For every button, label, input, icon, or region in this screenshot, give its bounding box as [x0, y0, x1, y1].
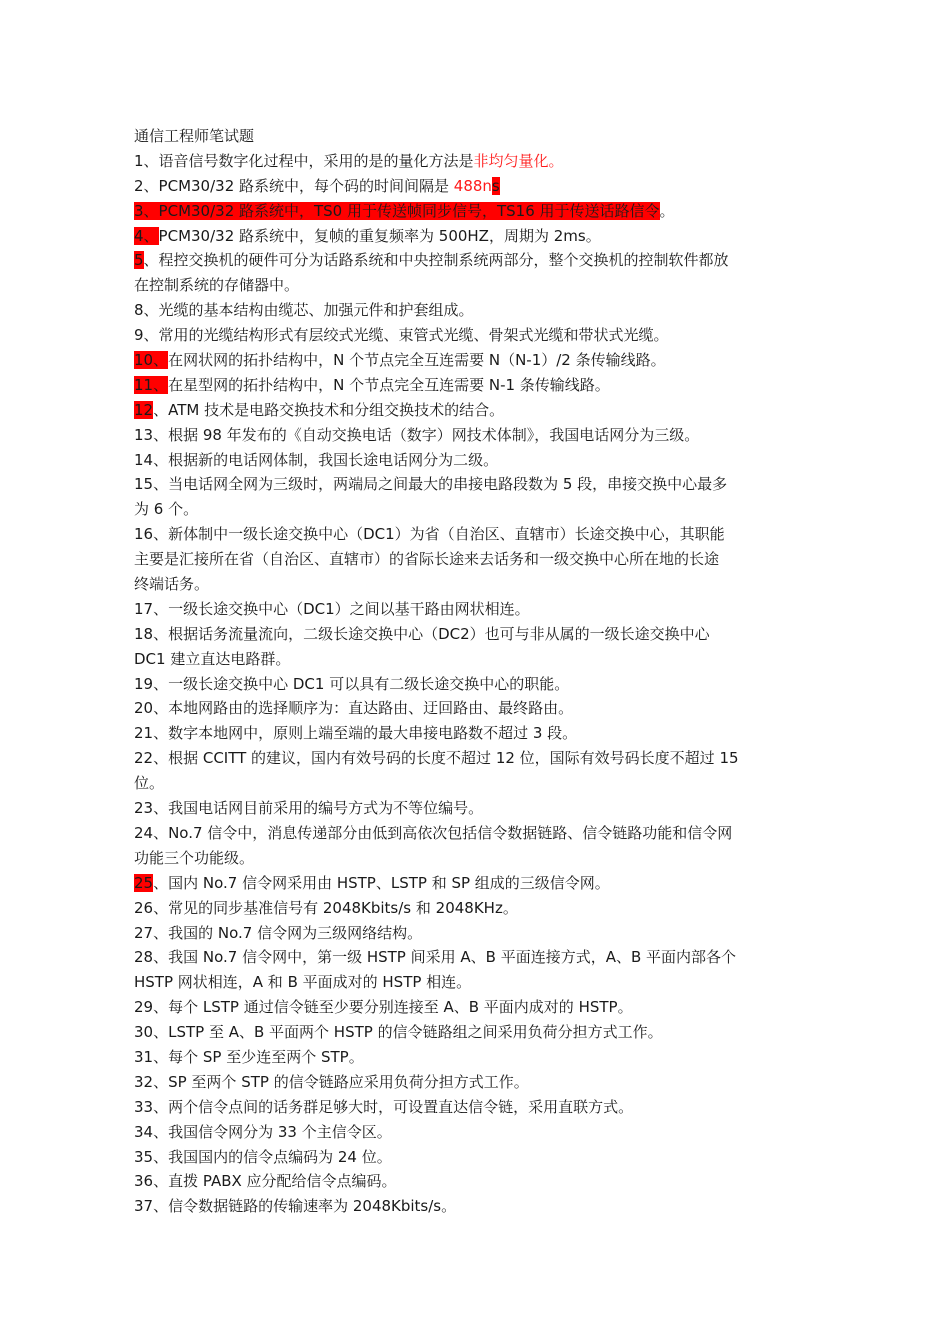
line-text: 34、我国信令网分为 33 个主信令区。	[134, 1122, 392, 1141]
line-text: 27、我国的 No.7 信令网为三级网络结构。	[134, 923, 423, 942]
question-line	[134, 771, 804, 796]
highlighted-text: 11、	[134, 375, 169, 394]
question-list	[134, 149, 804, 1219]
question-line	[134, 696, 804, 721]
question-line	[134, 199, 804, 224]
question-line	[134, 1194, 804, 1219]
question-line	[134, 1020, 804, 1045]
line-text: 16、新体制中一级长途交换中心（DC1）为省（自治区、直辖市）长途交换中心，其职能	[134, 525, 725, 544]
question-line	[134, 497, 804, 522]
question-line	[134, 995, 804, 1020]
line-text: 26、常见的同步基准信号有 2048Kbits/s 和 2048KHz。	[134, 898, 518, 917]
line-text: 22、根据 CCITT 的建议，国内有效号码的长度不超过 12 位，国际有效号码长度不超过 15	[134, 749, 739, 768]
question-line	[134, 921, 804, 946]
question-line	[134, 1120, 804, 1145]
line-text: 主要是汇接所在省（自治区、直辖市）的省际长途来去话务和一级交换中心所在地的长途	[134, 550, 720, 569]
line-text: 32、SP 至两个 STP 的信令链路应采用负荷分担方式工作。	[134, 1072, 529, 1091]
highlighted-text: 12	[134, 400, 154, 419]
question-line	[134, 348, 804, 373]
line-text: 24、No.7 信令中，消息传递部分由低到高依次包括信令数据链路、信令链路功能和信令网	[134, 823, 733, 842]
question-line	[134, 821, 804, 846]
line-text: 终端话务。	[134, 575, 210, 594]
line-text: 8、光缆的基本结构由缆芯、加强元件和护套组成。	[134, 301, 474, 320]
line-text: 18、根据话务流量流向，二级长途交换中心（DC2）也可与非从属的一级长途交换中心	[134, 624, 710, 643]
question-line	[134, 672, 804, 697]
highlighted-text: 10、	[134, 351, 169, 370]
question-line	[134, 622, 804, 647]
question-line	[134, 398, 804, 423]
line-text: DC1 建立直达电路群。	[134, 649, 291, 668]
line-text: 9、常用的光缆结构形式有层绞式光缆、束管式光缆、骨架式光缆和带状式光缆。	[134, 326, 669, 345]
line-text: 、程控交换机的硬件可分为话路系统和中央控制系统两部分，整个交换机的控制软件都放	[143, 251, 729, 270]
question-line	[134, 522, 804, 547]
line-text: 2、PCM30/32 路系统中，每个码的时间间隔是	[134, 176, 454, 195]
line-text: 1、语音信号数字化过程中，采用的是的量化方法是	[134, 151, 474, 170]
question-line	[134, 1169, 804, 1194]
question-line	[134, 945, 804, 970]
line-text: 15、当电话网全网为三级时，两端局之间最大的串接电路段数为 5 段，串接交换中心最多	[134, 475, 728, 494]
highlighted-text: 3、PCM30/32 路系统中，TS0 用于传送帧同步信号，TS16 用于传送话路信令	[134, 201, 660, 220]
question-line	[134, 572, 804, 597]
highlighted-text: 25	[134, 873, 154, 892]
line-text: 位。	[134, 774, 165, 793]
question-line	[134, 721, 804, 746]
question-line	[134, 323, 804, 348]
question-line	[134, 224, 804, 249]
question-line	[134, 1045, 804, 1070]
line-text: 36、直拨 PABX 应分配给信令点编码。	[134, 1172, 397, 1191]
line-text: 20、本地网路由的选择顺序为：直达路由、迂回路由、最终路由。	[134, 699, 574, 718]
question-line	[134, 746, 804, 771]
question-line	[134, 896, 804, 921]
line-text: 23、我国电话网目前采用的编号方式为不等位编号。	[134, 799, 484, 818]
line-text: 37、信令数据链路的传输速率为 2048Kbits/s。	[134, 1197, 457, 1216]
line-text: 、ATM 技术是电路交换技术和分组交换技术的结合。	[153, 400, 505, 419]
question-line	[134, 273, 804, 298]
question-line	[134, 1095, 804, 1120]
line-text: 19、一级长途交换中心 DC1 可以具有二级长途交换中心的职能。	[134, 674, 570, 693]
line-text: 在星型网的拓扑结构中，N 个节点完全互连需要 N-1 条传输线路。	[168, 375, 610, 394]
question-line	[134, 448, 804, 473]
document-body	[134, 124, 804, 1219]
question-line	[134, 174, 804, 199]
question-line	[134, 373, 804, 398]
question-line	[134, 970, 804, 995]
line-text: PCM30/32 路系统中，复帧的重复频率为 500HZ，周期为 2ms。	[158, 226, 601, 245]
line-text: 29、每个 LSTP 通过信令链至少要分别连接至 A、B 平面内成对的 HSTP。	[134, 998, 633, 1017]
question-line	[134, 472, 804, 497]
line-text: 35、我国国内的信令点编码为 24 位。	[134, 1147, 392, 1166]
question-line	[134, 423, 804, 448]
question-line	[134, 871, 804, 896]
line-text: 21、数字本地网中，原则上端至端的最大串接电路数不超过 3 段。	[134, 724, 578, 743]
line-text: 功能三个功能级。	[134, 848, 255, 867]
line-text: 在控制系统的存储器中。	[134, 276, 300, 295]
question-line	[134, 846, 804, 871]
highlighted-text: 4、	[134, 226, 159, 245]
line-text: 17、一级长途交换中心（DC1）之间以基干路由网状相连。	[134, 599, 530, 618]
question-line	[134, 597, 804, 622]
line-text: 13、根据 98 年发布的《自动交换电话（数字）网技术体制》，我国电话网分为三级。	[134, 425, 700, 444]
line-text: HSTP 网状相连，A 和 B 平面成对的 HSTP 相连。	[134, 973, 472, 992]
line-text: 30、LSTP 至 A、B 平面两个 HSTP 的信令链路组之间采用负荷分担方式工作。	[134, 1023, 663, 1042]
question-line	[134, 248, 804, 273]
line-text: 为 6 个。	[134, 500, 199, 519]
question-line	[134, 796, 804, 821]
question-line	[134, 1145, 804, 1170]
line-text: 。	[659, 201, 675, 220]
line-text: 33、两个信令点间的话务群足够大时，可设置直达信令链，采用直联方式。	[134, 1097, 634, 1116]
line-text: 28、我国 No.7 信令网中，第一级 HSTP 间采用 A、B 平面连接方式，A、B 平面内部各个	[134, 948, 737, 967]
question-line	[134, 547, 804, 572]
highlighted-text: s	[491, 176, 500, 195]
question-line	[134, 1070, 804, 1095]
red-answer-text: 488n	[453, 176, 492, 195]
question-line	[134, 647, 804, 672]
line-text: 、国内 No.7 信令网采用由 HSTP、LSTP 和 SP 组成的三级信令网。	[153, 873, 610, 892]
highlighted-text: 5	[134, 251, 144, 270]
line-text: 14、根据新的电话网体制，我国长途电话网分为二级。	[134, 450, 499, 469]
line-text: 在网状网的拓扑结构中，N 个节点完全互连需要 N（N-1）/2 条传输线路。	[168, 351, 666, 370]
red-answer-text: 非均匀量化。	[473, 151, 564, 170]
question-line	[134, 298, 804, 323]
question-line	[134, 149, 804, 174]
line-text: 31、每个 SP 至少连至两个 STP。	[134, 1047, 364, 1066]
document-title: 通信工程师笔试题	[134, 127, 255, 145]
